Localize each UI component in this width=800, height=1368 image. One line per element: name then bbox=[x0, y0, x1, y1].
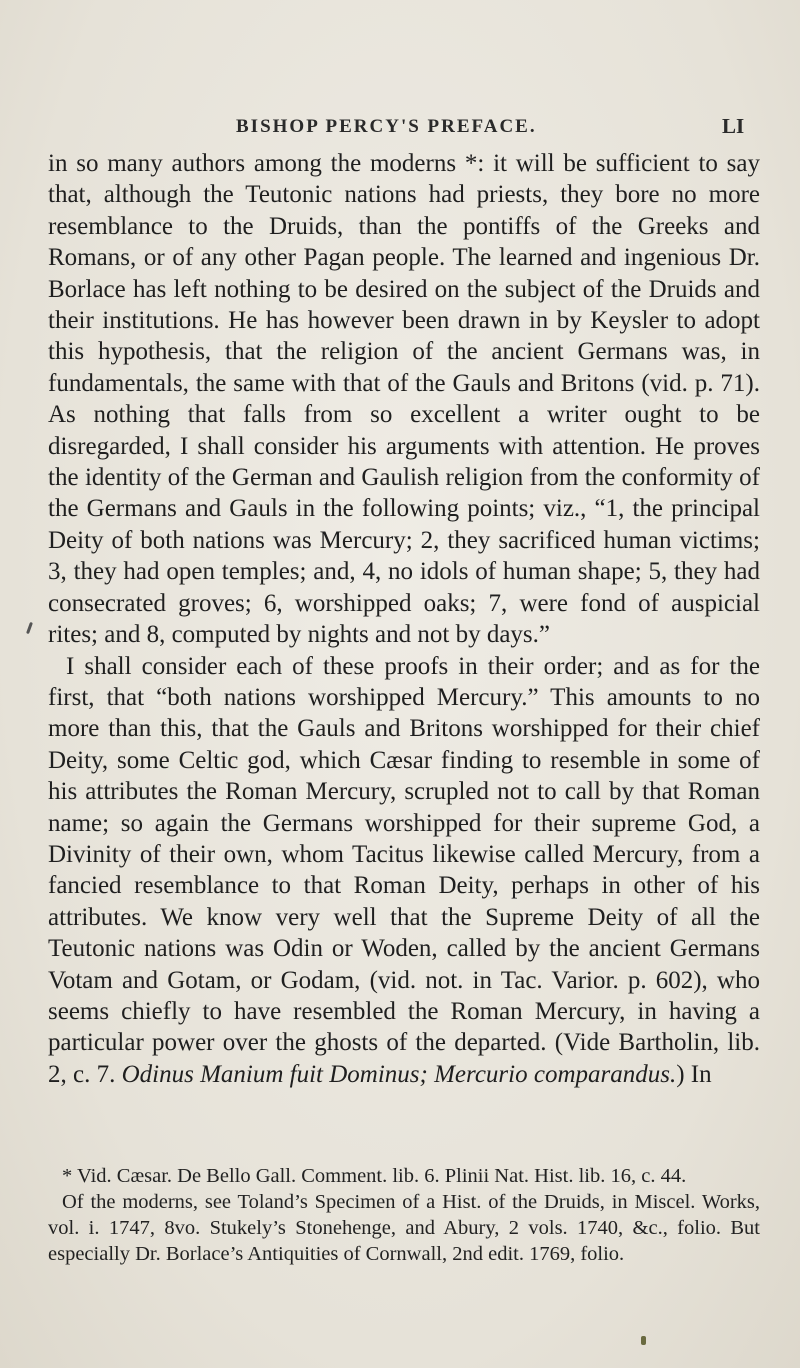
paper-speck bbox=[641, 1336, 646, 1345]
footnote-2: Of the moderns, see Toland’s Specimen of a Hist. of the Druids, in Miscel. Works, vol. i. 1747, 8vo. Stukely’s Stonehenge, and Abury, 2 vols. 1740, &c., folio. But especially Dr. Borlace’s Antiquities of Cornwall, 2nd edit. 1769, folio. bbox=[48, 1191, 760, 1265]
page-header bbox=[0, 116, 800, 146]
paragraph-2-end: ) In bbox=[676, 1060, 712, 1088]
page-number: LI bbox=[722, 114, 745, 138]
paragraph-2-italic: Odinus Manium fuit Dominus; Mercurio comparandus. bbox=[121, 1060, 677, 1088]
paragraph-2-start: I shall consider each of these proofs in their order; and as for the first, that “both nations worshipped Mercury.” This amounts to no more than this, that the Gauls and Britons worshipped for their chief Deity, some Celtic god, which Cæsar finding to resemble in some of his attributes the Roman Mercury, scrupled not to call by that Roman name; so again the Germans worshipped for their supreme God, a Divinity of their own, whom Tacitus likewise called Mercury, from a fancied resemblance to that Roman Deity, perhaps in other of his attributes. We know very well that the Supreme Deity of all the Teutonic nations was Odin or Woden, called by the ancient Germans Votam and Gotam, or Godam, (vid. not. in Tac. Varior. p. 602), who seems chiefly to have resembled the Roman Mercury, in having a particular power over the ghosts of the departed. (Vide Bartholin, lib. 2, c. 7. bbox=[48, 652, 760, 1088]
paragraph-2 bbox=[48, 651, 760, 1091]
footnotes bbox=[48, 1163, 760, 1267]
running-title: BISHOP PERCY'S PREFACE. bbox=[236, 116, 537, 137]
margin-mark bbox=[26, 622, 33, 634]
footnote-1: * Vid. Cæsar. De Bello Gall. Comment. lib. 6. Plinii Nat. Hist. lib. 16, c. 44. bbox=[62, 1165, 687, 1187]
main-text bbox=[48, 148, 760, 1090]
paragraph-1: in so many authors among the moderns *: it will be sufficient to say that, although the Teutonic nations had priests, they bore no more resemblance to the Druids, than the pontiffs of the Greeks and Romans, or of any other Pagan people. The learned and ingenious Dr. Borlace has left nothing to be desired on the subject of the Druids and their institutions. He has however been drawn in by Keysler to adopt this hypothesis, that the religion of the ancient Germans was, in fundamentals, the same with that of the Gauls and Britons (vid. p. 71). As nothing that falls from so excellent a writer ought to be disregarded, I shall consider his arguments with attention. He proves the identity of the German and Gaulish religion from the conformity of the Germans and Gauls in the following points; viz., “1, the principal Deity of both nations was Mercury; 2, they sacrificed human victims; 3, they had open temples; and, 4, no idols of human shape; 5, they had consecrated groves; 6, worshipped oaks; 7, were fond of auspicial rites; and 8, computed by nights and not by days.” bbox=[48, 150, 760, 649]
